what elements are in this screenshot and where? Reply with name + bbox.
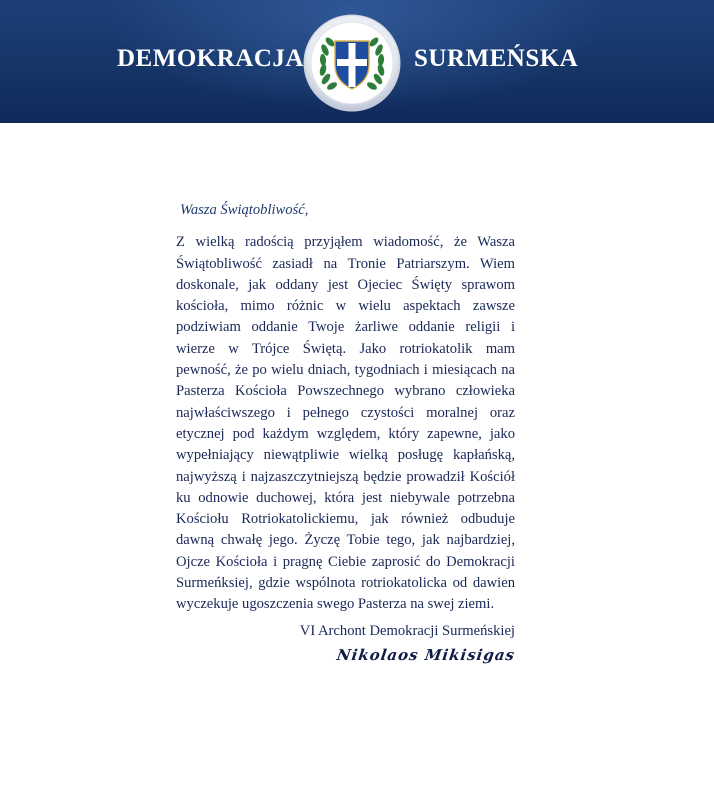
letter-salutation: Wasza Świątobliwość, [180,202,309,218]
cross-shield-laurel-icon [302,13,402,113]
letter-body: Z wielką radością przyjąłem wiadomość, że Wasza Świątobliwość zasiadł na Tronie Patriarszym. Wiem doskonale, jak oddany jest Ojeciec Święty sprawom kościoła, mimo różnic w wielu aspektach zawsze podziwiam oddanie Twoje żarliwe oddanie religii i wierze w Trójce Świętą. Jako rotriokatolik mam pewność, że po wielu dniach, tygodniach i miesiącach na Pasterza Kościoła Powszechnego wybrano człowieka najwłaściwszego i pełnego czystości moralnej oraz etycznej pod każdym względem, który zapewne, jako wypełniający niewątpliwie wielką posługę kapłańską, najwyższą i najzaszczytniejszą będzie prowadził Kościół ku odnowie duchowej, która jest niebywale potrzebna Kościołu Rotriokatolickiemu, jak również odbuduje dawną chwałę jego. Życzę Tobie tego, jak najbardziej, Ojcze Kościoła i pragnę Ciebie zaprosić do Demokracji Surmeńksiej, gdzie wspólnota rotriokatolicka od dawien wyczekuje ugoszczenia swego Pasterza na swej ziemi. [176,234,515,613]
letter [176,200,515,666]
handwritten-signature: Nikolaos Mikisigas [335,645,517,664]
signatory-title: VI Archont Demokracji Surmeńskiej [299,622,515,639]
header-title-right: SURMEŃSKA [414,45,579,72]
header-banner [0,0,714,123]
header-title-left: DEMOKRACJA [117,45,304,72]
